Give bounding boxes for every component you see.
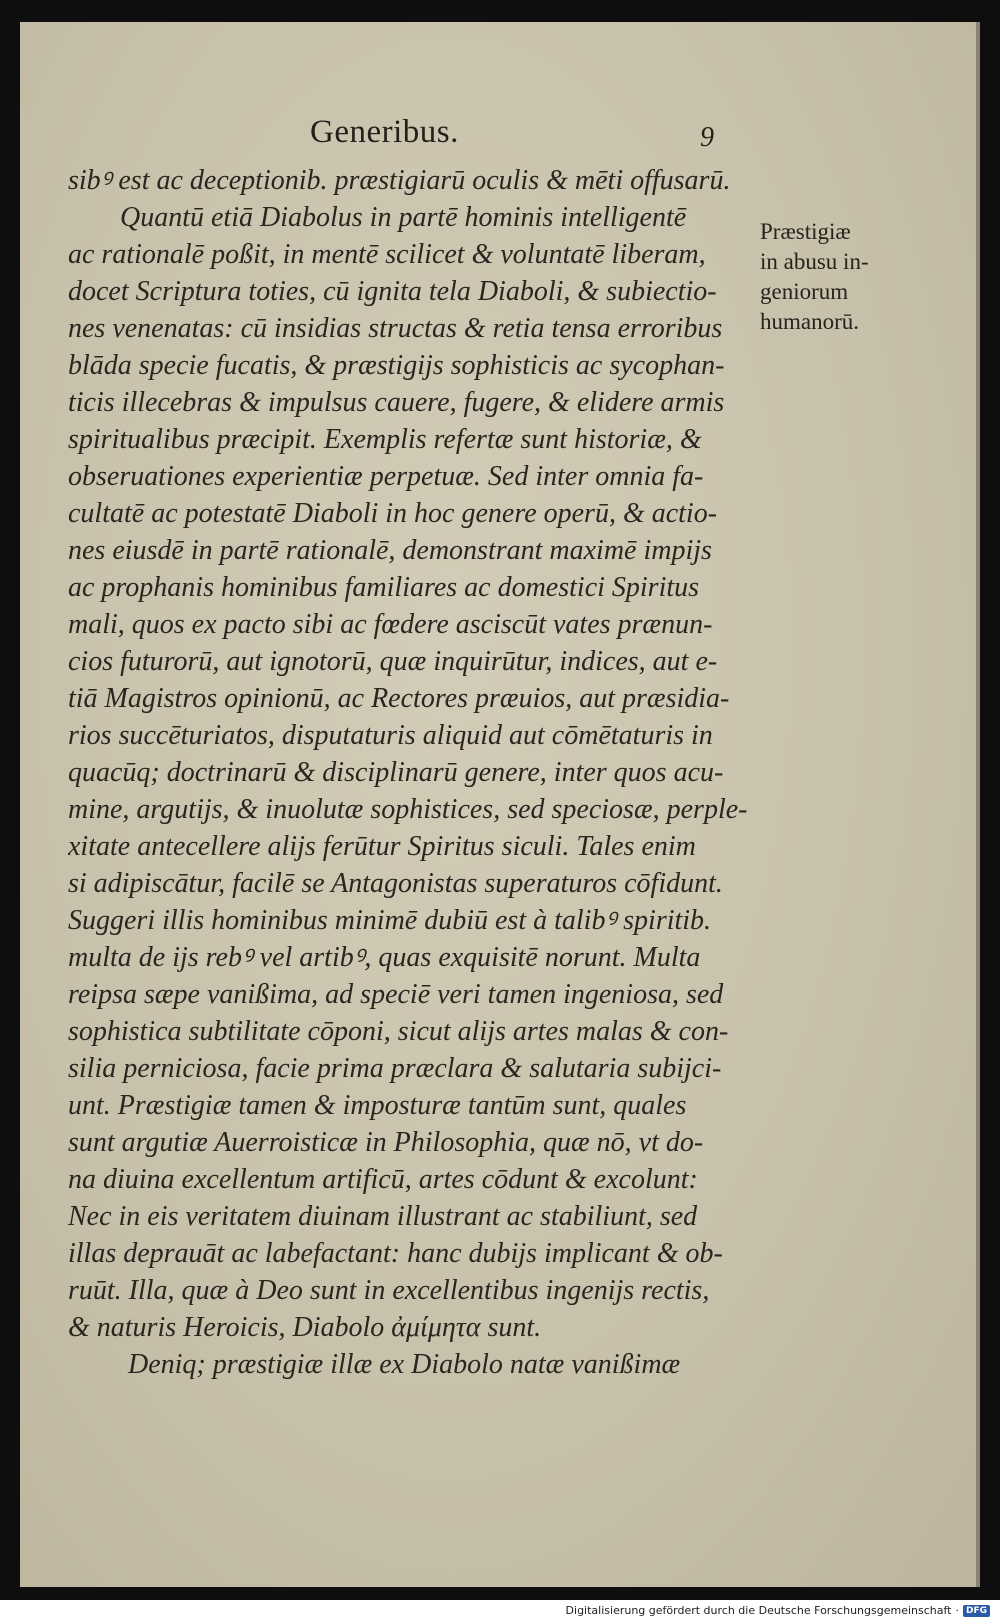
dfg-logo-icon: DFG (963, 1605, 990, 1617)
text-line: rios succēturiatos, disputaturis aliquid aut cōmētaturis in (68, 720, 713, 751)
text-line: ac prophanis hominibus familiares ac domestici Spiritus (68, 572, 700, 603)
text-line: tiā Magistros opinionū, ac Rectores præuios, aut præsidia- (68, 683, 730, 714)
text-line: nes venenatas: cū insidias structas & retia tensa erroribus (68, 313, 723, 344)
text-line: nes eiusdē in partē rationalē, demonstrant maximē impijs (68, 535, 712, 566)
running-head: Generibus. (310, 114, 459, 150)
text-line: sunt argutiæ Auerroisticæ in Philosophia, quæ nō, vt do- (68, 1127, 704, 1158)
text-line: blāda specie fucatis, & præstigijs sophisticis ac sycophan- (68, 350, 725, 381)
text-line: Deniq; præstigiæ illæ ex Diabolo natæ vanißimæ (128, 1349, 681, 1380)
text-line: & naturis Heroicis, Diabolo ἀμίμητα sunt. (68, 1312, 542, 1343)
text-line: ac rationalē poßit, in mentē scilicet & voluntatē liberam, (68, 239, 706, 270)
text-line: spiritualibus præcipit. Exemplis refertæ sunt historiæ, & (68, 424, 702, 455)
marginal-line: geniorum (760, 279, 849, 304)
text-line: xitate antecellere alijs ferūtur Spiritus siculi. Tales enim (68, 831, 696, 862)
text-line: unt. Præstigiæ tamen & imposturæ tantūm sunt, quales (68, 1090, 687, 1121)
text-line: ruūt. Illa, quæ à Deo sunt in excellentibus ingenijs rectis, (68, 1275, 710, 1306)
text-line: silia perniciosa, facie prima præclara & salutaria subijci- (68, 1053, 722, 1084)
text-line: obseruationes experientiæ perpetuæ. Sed inter omnia fa- (68, 461, 704, 492)
main-text (68, 162, 748, 1383)
marginal-line: in abusu in- (760, 249, 869, 274)
digitization-footer: Digitalisierung gefördert durch die Deutsche Forschungsgemeinschaft · DFG (566, 1604, 990, 1617)
book-page (20, 22, 980, 1587)
marginal-line: Præstigiæ (760, 219, 851, 244)
text-line: ticis illecebras & impulsus cauere, fugere, & elidere armis (68, 387, 725, 418)
text-line: multa de ijs rebꝰ vel artibꝰ, quas exquisitē norunt. Multa (68, 942, 701, 973)
text-line: cultatē ac potestatē Diaboli in hoc genere operū, & actio- (68, 498, 718, 529)
text-line: mali, quos ex pacto sibi ac fœdere asciscūt vates prænun- (68, 609, 713, 640)
page-number: 9 (700, 122, 714, 153)
text-line: na diuina excellentum artificū, artes cōdunt & excolunt: (68, 1164, 698, 1195)
text-line: Suggeri illis hominibus minimē dubiū est à talibꝰ spiritib. (68, 905, 712, 936)
text-line: Quantū etiā Diabolus in partē hominis intelligentē (120, 202, 687, 233)
text-line: Nec in eis veritatem diuinam illustrant ac stabiliunt, sed (68, 1201, 698, 1232)
text-line: mine, argutijs, & inuolutæ sophistices, sed speciosæ, perple- (68, 794, 748, 825)
text-line: cios futurorū, aut ignotorū, quæ inquirūtur, indices, aut e- (68, 646, 718, 677)
text-line: quacūq; doctrinarū & disciplinarū genere, inter quos acu- (68, 757, 724, 788)
text-line: sophistica subtilitate cōponi, sicut alijs artes malas & con- (68, 1016, 729, 1047)
text-line: reipsa sæpe vanißima, ad speciē veri tamen ingeniosa, sed (68, 979, 724, 1010)
text-line: illas deprauāt ac labefactant: hanc dubijs implicant & ob- (68, 1238, 723, 1269)
footer-credit: Digitalisierung gefördert durch die Deutsche Forschungsgemeinschaft (565, 1604, 952, 1617)
text-line: docet Scriptura toties, cū ignita tela Diaboli, & subiectio- (68, 276, 717, 307)
text-line: si adipiscātur, facilē se Antagonistas superaturos cōfidunt. (68, 868, 723, 899)
marginal-note (760, 217, 869, 337)
text-line: sibꝰ est ac deceptionib. præstigiarū oculis & mēti offusarū. (68, 165, 731, 196)
marginal-line: humanorū. (760, 309, 860, 334)
